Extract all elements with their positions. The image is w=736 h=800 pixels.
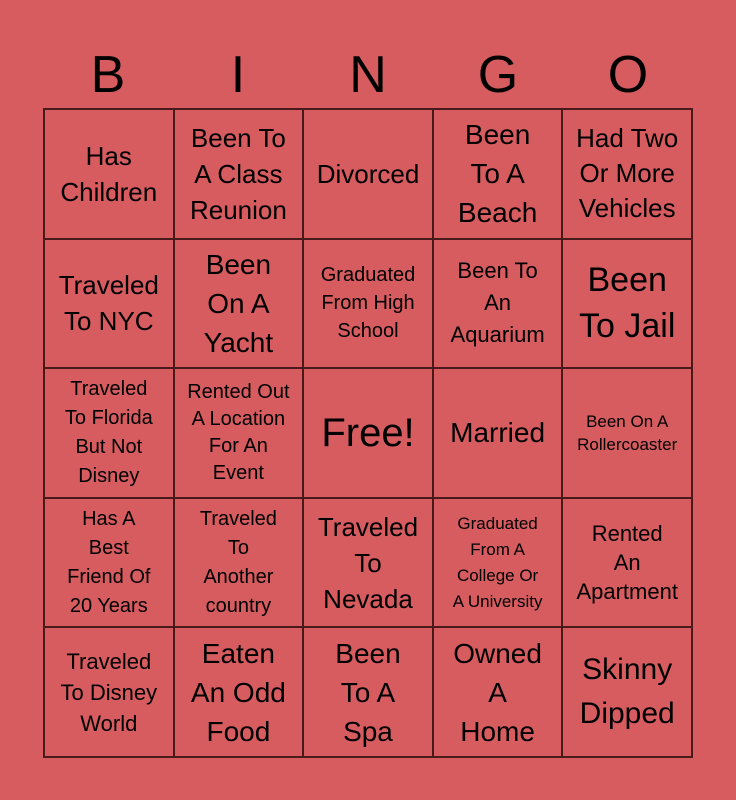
cell-text: Has Children [60,140,158,207]
bingo-cell[interactable] [303,239,433,369]
cell-text: Had Two Or More Vehicles [576,123,679,224]
cell-text: Graduated From High School [320,264,416,343]
bingo-header [43,42,693,108]
cell-text: Traveled To Another country [199,507,277,617]
bingo-cell[interactable] [562,627,692,757]
bingo-cell[interactable] [562,109,692,239]
free-space-text: Free! [321,410,415,455]
bingo-cell[interactable] [433,627,563,757]
bingo-cell[interactable] [303,498,433,628]
bingo-cell[interactable] [44,498,174,628]
bingo-cell[interactable] [303,109,433,239]
bingo-cell[interactable] [303,627,433,757]
bingo-cell[interactable] [174,498,304,628]
cell-text: Been To Jail [579,261,676,346]
bingo-cell[interactable] [433,239,563,369]
cell-text: Graduated From A College Or A University [452,513,543,611]
bingo-cell[interactable] [562,239,692,369]
bingo-cell[interactable] [433,109,563,239]
bingo-cell[interactable] [44,109,174,239]
cell-text: Has A Best Friend Of 20 Years [67,507,151,617]
bingo-board [43,108,693,758]
cell-text: Rented Out A Location For An Event [187,380,290,484]
cell-text: Owned A Home [453,637,542,747]
cell-text: Traveled To Florida But Not Disney [64,377,153,487]
free-space[interactable] [303,368,433,498]
cell-text: Rented An Apartment [576,521,678,605]
cell-text: Traveled To Nevada [317,511,419,614]
bingo-cell[interactable] [174,627,304,757]
cell-text: Been To A Class Reunion [189,122,287,225]
cell-text: Skinny Dipped [579,653,675,731]
cell-text: Been On A Yacht [203,248,274,358]
cell-text: Been To A Beach [457,119,538,229]
cell-text: Been To An Aquarium [450,258,545,348]
bingo-cell[interactable] [562,498,692,628]
bingo-cell[interactable] [174,109,304,239]
bingo-cell[interactable] [44,239,174,369]
bingo-cell[interactable] [174,239,304,369]
bingo-cell[interactable] [44,627,174,757]
header-letter-g: G [477,46,519,104]
bingo-cell[interactable] [433,368,563,498]
cell-text: Divorced [316,158,420,189]
bingo-cell[interactable] [433,498,563,628]
header-letter-i: I [230,46,246,104]
bingo-cell[interactable] [44,368,174,498]
cell-text: Been On A Rollercoaster [577,411,678,454]
bingo-cell[interactable] [562,368,692,498]
cell-text: Been To A Spa [335,637,401,747]
cell-text: Traveled To NYC [58,270,159,337]
cell-text: Married [450,417,546,449]
header-letter-o: O [607,46,649,104]
cell-text: Traveled To Disney World [60,648,158,736]
cell-text: Eaten An Odd Food [190,637,286,747]
bingo-cell[interactable] [174,368,304,498]
header-letter-b: B [90,46,126,104]
header-letter-n: N [349,46,387,104]
